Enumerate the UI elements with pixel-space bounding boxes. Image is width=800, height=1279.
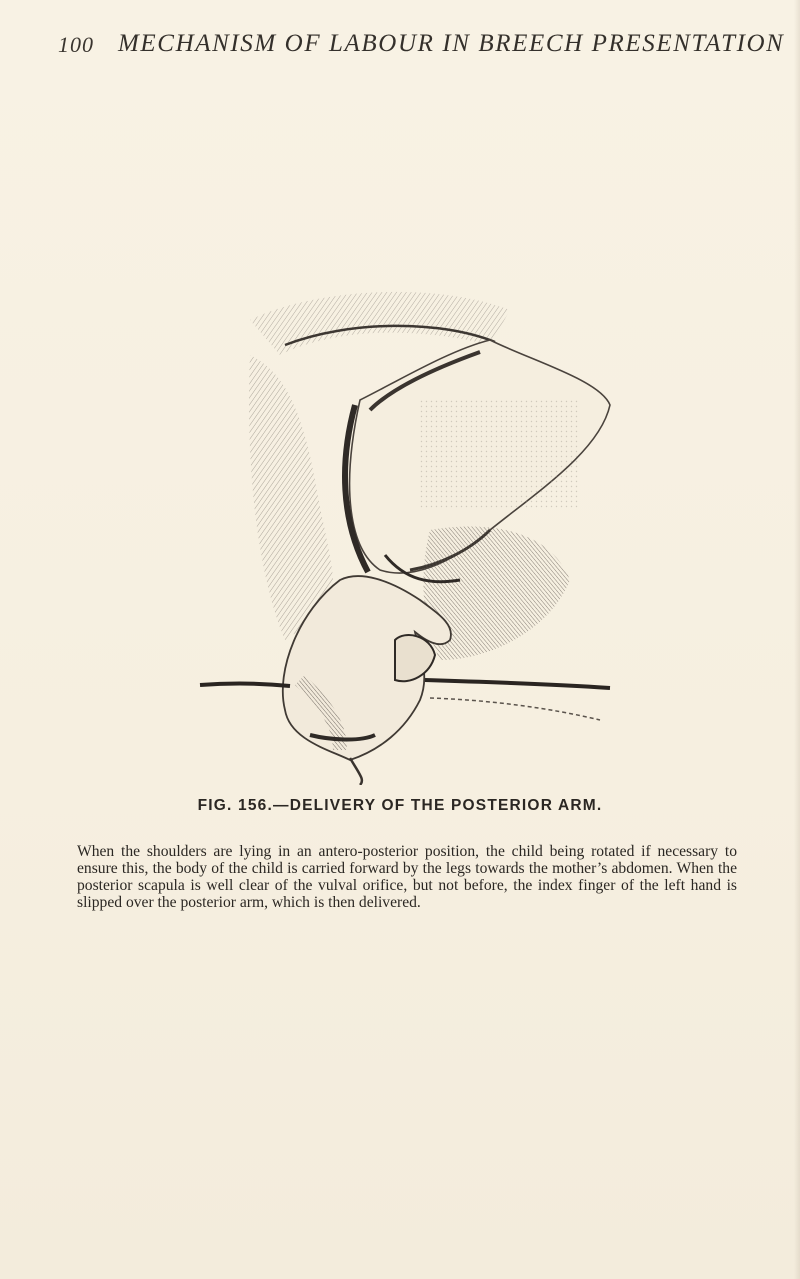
page-number: 100 <box>58 32 94 57</box>
bed-shadow-line <box>430 698 600 720</box>
bed-edge-right <box>425 680 610 688</box>
body-paragraph: When the shoulders are lying in an antero-posterior position, the child being rotated if necessary to ensure this, the body of the child is carried forward by the legs towards the mother’s abdomen. When the posterior scapula is well clear of the vulval orifice, but not before, the index finger of the left hand is slipped over the posterior arm, which is then delivered. <box>77 842 737 912</box>
illustration-delivery-posterior-arm <box>190 280 630 785</box>
running-head <box>58 30 785 64</box>
page-edge-shadow <box>794 0 800 1279</box>
engraving-drawing <box>190 280 630 785</box>
running-head-title: MECHANISM OF LABOUR IN BREECH PRESENTATION <box>118 30 785 57</box>
skin-texture <box>420 400 580 510</box>
bed-edge-left <box>200 683 290 686</box>
forearm-line <box>350 758 362 785</box>
figure-caption: FIG. 156.—DELIVERY OF THE POSTERIOR ARM. <box>197 797 603 814</box>
